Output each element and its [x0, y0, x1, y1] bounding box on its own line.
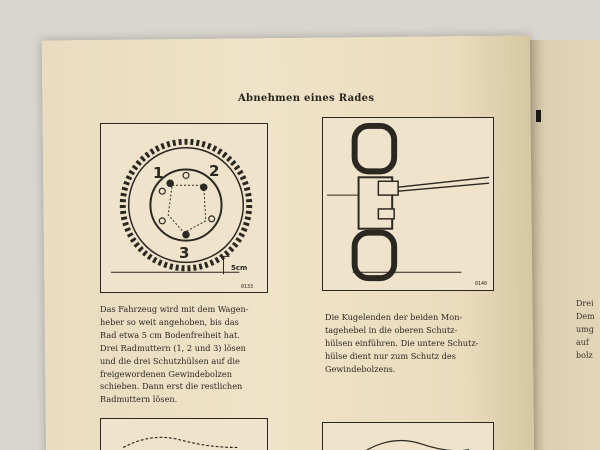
- text-line: Drei Radmuttern (1, 2 und 3) lösen: [100, 342, 246, 353]
- text-line: tagehebel in die oberen Schutz-: [325, 324, 458, 335]
- text-line: und die drei Schutzhülsen auf die: [100, 355, 240, 366]
- nut-1: [166, 180, 174, 188]
- nut: [209, 216, 215, 222]
- nut: [183, 172, 189, 178]
- right-fragment: Dem: [576, 311, 595, 321]
- tire-bottom: [355, 233, 395, 278]
- figure-montage-levers: [322, 117, 494, 291]
- figure-number: 0133: [241, 284, 254, 290]
- right-page-marker: [536, 110, 541, 122]
- lever-diagram: [323, 118, 493, 290]
- right-page: [528, 40, 600, 450]
- right-fragment: bolz: [576, 350, 593, 360]
- text-line: hülsen einführen. Die untere Schutz-: [325, 337, 479, 348]
- nut: [159, 218, 165, 224]
- label-3: 3: [179, 244, 190, 262]
- nut-2: [200, 183, 208, 191]
- right-fragment: umg: [576, 324, 594, 334]
- nut-pattern: [168, 185, 206, 232]
- text-line: Gewindebolzens.: [325, 363, 396, 374]
- label-2: 2: [209, 162, 220, 180]
- lever-1: [398, 177, 489, 187]
- page-heading: Abnehmen eines Rades: [238, 93, 375, 104]
- sleeve-bottom: [378, 209, 394, 219]
- text-line: freigewordenen Gewindebolzen: [100, 368, 233, 379]
- nut: [159, 188, 165, 194]
- figure-bottom-left: [100, 418, 268, 450]
- text-line: schieben. Dann erst die restlichen: [100, 381, 243, 392]
- text-line: Die Kugelenden der beiden Mon-: [325, 312, 463, 322]
- figure-bottom-right: [322, 422, 494, 450]
- lever-2: [398, 183, 489, 191]
- figure-number: 0140: [475, 281, 488, 287]
- right-fragment: Drei: [576, 299, 594, 308]
- tire-top: [355, 126, 395, 171]
- nut-3: [182, 231, 190, 239]
- text-line: hülse dient nur zum Schutz des: [325, 350, 456, 361]
- right-fragment: auf: [576, 337, 589, 347]
- figure-wheel-nuts: [100, 123, 268, 293]
- measurement-label: 5cm: [231, 264, 248, 272]
- text-line: Radmuttern lösen.: [100, 394, 178, 405]
- text-line: heber so weit angehoben, bis das: [100, 316, 239, 327]
- instruction-paragraph-1: [100, 303, 266, 406]
- right-page-text: [576, 298, 595, 363]
- label-1: 1: [153, 164, 164, 182]
- text-line: Das Fahrzeug wird mit dem Wagen-: [100, 304, 249, 314]
- text-line: Rad etwa 5 cm Bodenfreiheit hat.: [100, 329, 240, 340]
- instruction-paragraph-2: [325, 311, 495, 376]
- sleeve-top: [378, 181, 398, 195]
